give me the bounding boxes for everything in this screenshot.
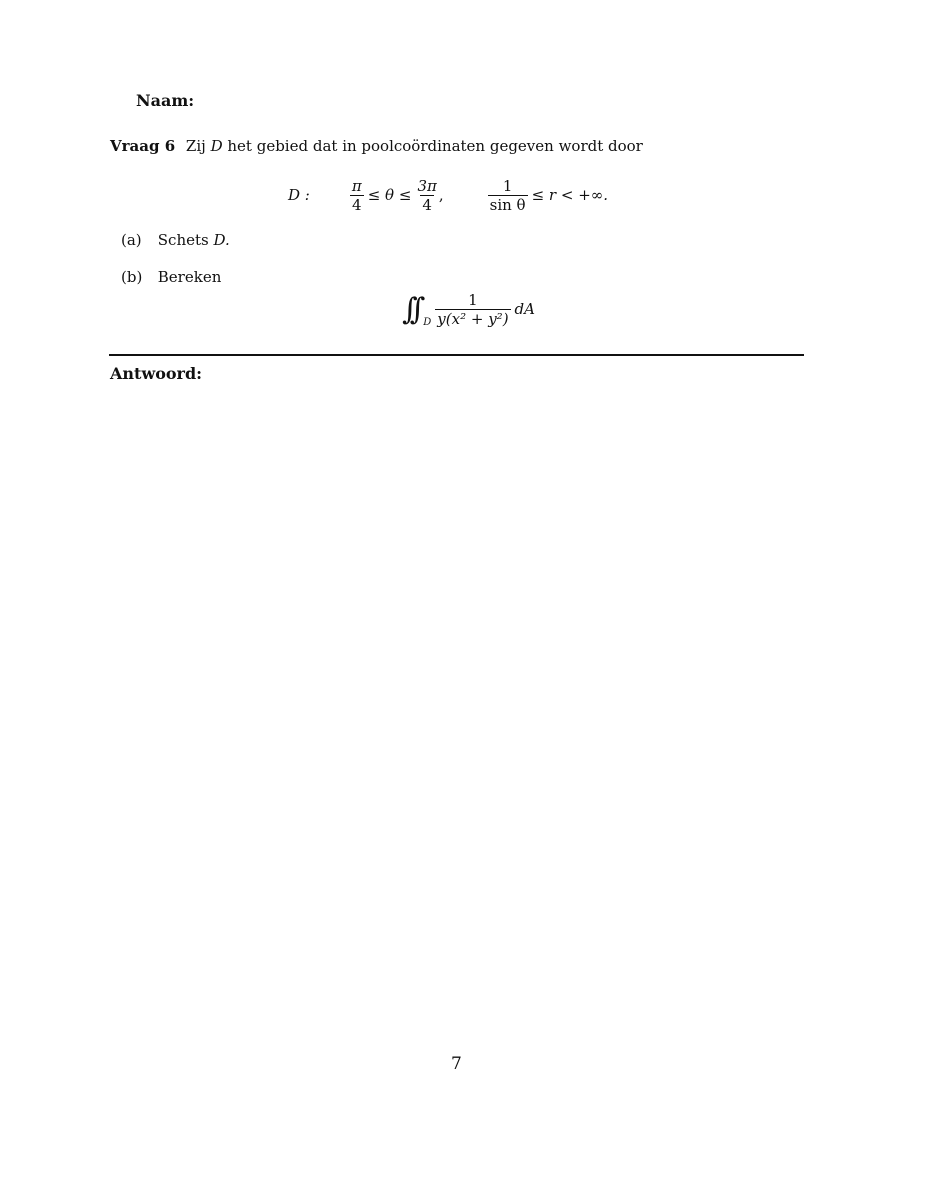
item-var: D. [213,231,230,249]
integrand-fraction [435,291,510,328]
frac-den: y(x² + y²) [437,309,509,328]
double-integral-sign: ∫∫ [402,291,418,327]
list-item [121,268,221,286]
question-text-post: het gebied dat in poolcoördinaten gegeven wordt door [227,137,643,155]
list-item [121,231,230,249]
relation-theta: ≤ θ ≤ [367,186,412,204]
fraction-3pi-over-4 [415,177,438,214]
horizontal-rule [109,354,804,356]
frac-den: 4 [422,195,432,214]
question-label: Vraag 6 [110,137,176,155]
integral-formula [402,284,535,334]
item-text: Schets [157,231,209,249]
frac-den: 4 [352,195,362,214]
question-text-pre: Zij [185,137,206,155]
item-tag: (b) [121,268,143,286]
fraction-pi-over-4 [350,177,364,214]
fraction-1-over-sin [488,177,528,214]
frac-num: 1 [502,176,513,195]
page-number: 7 [451,1054,462,1074]
domain-formula [288,172,612,218]
question-var-d: D [210,137,223,155]
answer-label: Antwoord: [110,364,203,383]
question-statement [110,137,643,155]
frac-num: π [351,176,362,195]
differential: dA [514,300,535,318]
frac-num: 3π [417,176,437,195]
formula-lhs: D : [288,186,310,204]
formula-comma: , [438,186,444,204]
integral-subscript: D [423,317,432,328]
frac-den: sin θ [489,195,526,214]
name-label: Naam: [136,91,195,110]
relation-r: ≤ r < +∞. [531,186,609,204]
item-text: Bereken [157,268,222,286]
item-tag: (a) [121,231,142,249]
frac-num: 1 [468,290,478,309]
